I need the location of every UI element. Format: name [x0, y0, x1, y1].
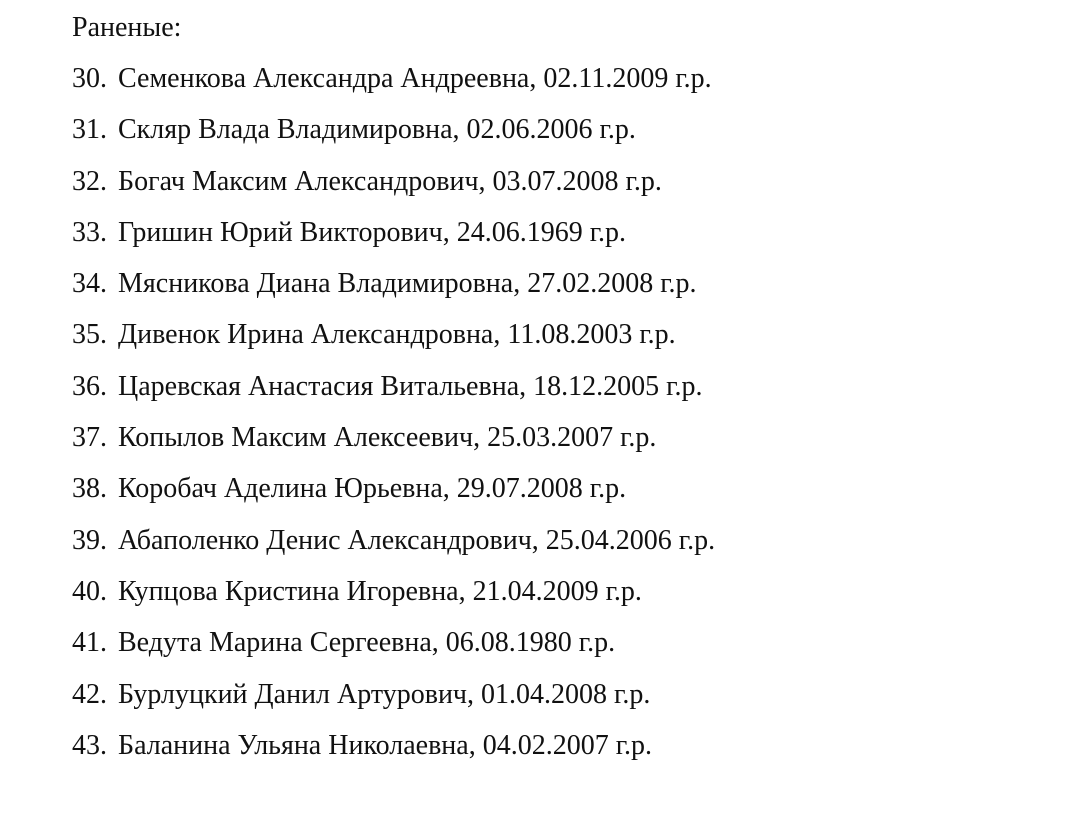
item-text: Баланина Ульяна Николаевна, 04.02.2007 г.р. — [118, 729, 653, 761]
list-item — [72, 524, 715, 575]
item-number: 32. — [72, 165, 107, 197]
item-text: Бурлуцкий Данил Артурович, 01.04.2008 г.р. — [118, 678, 651, 710]
item-text: Дивенок Ирина Александровна, 11.08.2003 г.р. — [118, 319, 676, 351]
item-text: Мясникова Диана Владимировна, 27.02.2008 г.р. — [118, 268, 697, 300]
list-item — [72, 729, 715, 780]
list-item — [72, 165, 715, 216]
item-text: Ведута Марина Сергеевна, 06.08.1980 г.р. — [118, 627, 616, 659]
list-item — [72, 370, 715, 421]
item-text: Царевская Анастасия Витальевна, 18.12.2005 г.р. — [118, 370, 703, 402]
list-item — [72, 421, 715, 472]
item-number: 39. — [72, 524, 107, 556]
list-item — [72, 216, 715, 267]
item-number: 41. — [72, 627, 107, 659]
item-number: 34. — [72, 268, 107, 300]
list-item — [72, 267, 715, 318]
wounded-list — [72, 62, 715, 780]
item-number: 40. — [72, 575, 107, 607]
item-number: 42. — [72, 678, 107, 710]
item-text: Коробач Аделина Юрьевна, 29.07.2008 г.р. — [118, 473, 627, 505]
item-text: Богач Максим Александрович, 03.07.2008 г.р. — [118, 165, 662, 197]
item-text: Гришин Юрий Викторович, 24.06.1969 г.р. — [118, 216, 627, 248]
list-item — [72, 678, 715, 729]
item-number: 35. — [72, 319, 107, 351]
section-heading: Раненые: — [72, 12, 182, 43]
item-text: Купцова Кристина Игоревна, 21.04.2009 г.р. — [118, 575, 642, 607]
item-text: Копылов Максим Алексеевич, 25.03.2007 г.р. — [118, 422, 657, 454]
item-number: 38. — [72, 473, 107, 505]
list-item — [72, 318, 715, 369]
list-item — [72, 113, 715, 164]
item-text: Абаполенко Денис Александрович, 25.04.2006 г.р. — [118, 524, 716, 556]
list-item — [72, 62, 715, 113]
item-number: 33. — [72, 216, 107, 248]
item-number: 43. — [72, 729, 107, 761]
list-item — [72, 575, 715, 626]
item-text: Скляр Влада Владимировна, 02.06.2006 г.р. — [118, 114, 636, 146]
list-item — [72, 472, 715, 523]
item-number: 30. — [72, 63, 107, 94]
item-number: 31. — [72, 114, 107, 146]
list-item — [72, 626, 715, 677]
item-number: 36. — [72, 370, 107, 402]
item-number: 37. — [72, 422, 107, 454]
item-text: Семенкова Александра Андреевна, 02.11.2009 г.р. — [118, 63, 712, 94]
